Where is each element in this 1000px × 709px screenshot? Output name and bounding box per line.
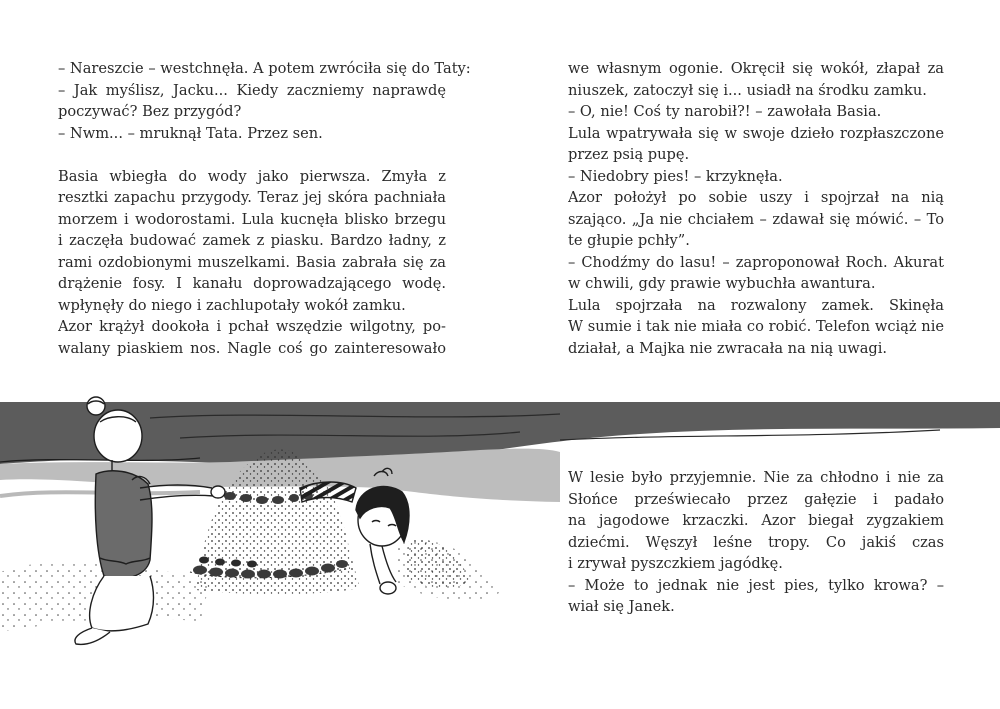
text-line: na jagodowe krzaczki. Azor biegał zygzakiem xyxy=(568,512,944,529)
text-line: wpłynęły do niego i zachlupotały wokół zamku. xyxy=(58,296,406,314)
text-line: wiał się Janek. xyxy=(568,598,675,615)
right-paragraph-2 xyxy=(568,467,944,618)
text-line: – Jak myślisz, Jacku... Kiedy zaczniemy naprawdę xyxy=(58,81,446,99)
text-line: niuszek, zatoczył się i... usiadł na środku zamku. xyxy=(568,81,927,99)
text-line: Azor położył po sobie uszy i spojrzał na nią xyxy=(568,189,944,206)
text-line: Lula spojrzała na rozwalony zamek. Skinęła xyxy=(568,296,944,314)
text-line: i zaczęła budować zamek z piasku. Bardzo ładny, z xyxy=(58,232,446,249)
left-text-block xyxy=(58,58,471,359)
right-paragraph-1 xyxy=(568,58,944,359)
text-line: walany piaskiem nos. Nagle coś go zainteresowało xyxy=(58,339,446,357)
text-line: Azor krążył dookoła i pchał wszędzie wilgotny, po- xyxy=(58,318,446,335)
text-line: i zrywał pyszczkiem jagódkę. xyxy=(568,555,783,572)
text-line: przez psią pupę. xyxy=(568,146,690,163)
text-line: W sumie i tak nie miała co robić. Telefon wciąż nie xyxy=(568,318,944,335)
text-line: Słońce przeświecało przez gałęzie i padało xyxy=(568,490,944,508)
text-line: Lula wpatrywała się w swoje dzieło rozpłaszczone xyxy=(568,124,944,142)
text-line: w chwili, gdy prawie wybuchła awantura. xyxy=(568,275,876,292)
text-line: te głupie pchły”. xyxy=(568,232,690,249)
text-line: dziećmi. Węszył leśne tropy. Co jakiś czas xyxy=(568,533,944,551)
left-paragraph-1 xyxy=(58,58,471,144)
text-line: morzem i wodorostami. Lula kucnęła blisko brzegu xyxy=(58,210,446,228)
text-line: – Może to jednak nie jest pies, tylko krowa? – xyxy=(568,576,944,594)
text-line: rami ozdobionymi muszelkami. Basia zabrała się za xyxy=(58,253,446,271)
text-line: – Niedobry pies! – krzyknęła. xyxy=(568,167,783,185)
text-line: – Nwm... – mruknął Tata. Przez sen. xyxy=(58,124,323,142)
text-line: drążenie fosy. I kanału doprowadzającego wodę. xyxy=(58,275,446,292)
text-line: Basia wbiegła do wody jako pierwsza. Zmyła z xyxy=(58,167,446,185)
text-line: – O, nie! Coś ty narobił?! – zawołała Basia. xyxy=(568,103,882,120)
text-line: resztki zapachu przygody. Teraz jej skóra pachniała xyxy=(58,189,446,206)
text-line: działał, a Majka nie zwracała na nią uwagi. xyxy=(568,339,888,357)
text-line: – Nareszcie – westchnęła. A potem zwróciła się do Taty: xyxy=(58,60,471,77)
text-line: – Chodźmy do lasu! – zaproponował Roch. Akurat xyxy=(568,253,944,271)
right-text-block-bottom xyxy=(568,467,944,618)
text-line: we własnym ogonie. Okręcił się wokół, złapał za xyxy=(568,60,944,77)
text-line: szająco. „Ja nie chciałem – zdawał się mówić. – To xyxy=(568,210,944,228)
text-line: W lesie było przyjemnie. Nie za chłodno i nie za xyxy=(568,469,944,486)
text-line: poczywać? Bez przygód? xyxy=(58,103,242,120)
right-text-block-top xyxy=(568,58,944,359)
left-paragraph-2 xyxy=(58,166,446,360)
